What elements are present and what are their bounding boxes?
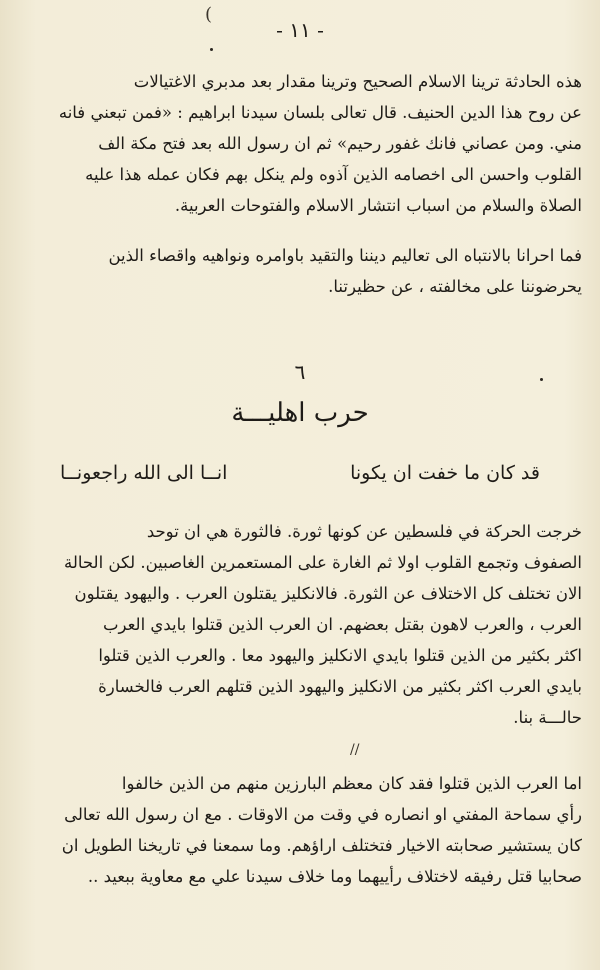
text-line: العرب ، والعرب لاهون بقتل بعضهم. ان العرب الذين قتلوا بايدي العرب [102,615,582,634]
closing-paragraph [22,240,582,302]
text-line: القلوب واحسن الى اخصامه الذين آذوه ولم ينكل بهم فكان عمله هذا عليه [85,165,582,184]
body-paragraph-1 [22,516,582,733]
text-line: الصلاة والسلام من اسباب انتشار الاسلام والفتوحات العربية. [174,196,582,215]
intro-paragraph [22,66,582,221]
page-number: - ١١ - [276,18,324,42]
section-title: حرب اهليـــة [231,398,369,428]
text-line: يحرضوننا على مخالفته ، عن حظيرتنا. [328,277,582,296]
text-line: اكثر بكثير من الذين قتلوا بايدي الانكليز واليهود معا . والعرب الذين قتلوا [98,646,582,665]
text-line: رأي سماحة المفتي او انصاره في وقت من الاوقات . مع ان رسول الله تعالى [64,805,582,824]
ink-dot [210,48,213,51]
text-line: اما العرب الذين قتلوا فقد كان معظم البارزين منهم من الذين خالفوا [121,774,582,793]
text-line: خرجت الحركة في فلسطين عن كونها ثورة. فالثورة هي ان توحد [146,522,582,541]
text-line: فما احرانا بالانتباه الى تعاليم ديننا والتقيد باوامره ونواهيه واقصاء الذين [108,246,582,265]
text-line: صحابيا قتل رفيقه لاختلاف رأييهما وما خلاف سيدنا علي مع معاوية ببعيد .. [87,867,582,886]
ink-dot [540,378,543,381]
verse-quote [60,462,540,484]
text-line: كان يستشير صحابته الاخيار فتختلف اراؤهم. وما سمعنا في تاريخنا الطويل ان [61,836,582,855]
margin-mark: // [350,742,360,758]
text-line: هذه الحادثة ترينا الاسلام الصحيح وترينا مقدار بعد مدبري الاغتيالات [133,72,582,91]
verse-hemistich-first: قد كان ما خفت ان يكونا [350,462,540,484]
text-line: مني. ومن عصاني فانك غفور رحيم» ثم ان رسول الله بعد فتح مكة الف [98,134,582,153]
top-margin-mark: ( [205,4,213,25]
text-line: حالـــة بنا. [513,708,582,727]
body-paragraph-2 [22,768,582,892]
text-line: الان تختلف كل الاختلاف عن الثورة. فالانكليز يقتلون العرب . واليهود يقتلون [74,584,582,603]
verse-hemistich-second: انــا الى الله راجعونــا [60,462,228,484]
text-line: بايدي العرب اكثر بكثير من الانكليز واليهود الذين قتلهم العرب فالخسارة [98,677,582,696]
text-line: عن روح هذا الدين الحنيف. قال تعالى بلسان سيدنا ابراهيم : «فمن تبعني فانه [58,103,582,122]
text-line: الصفوف وتجمع القلوب اولا ثم الغارة على المستعمرين الغاصبين. لكن الحالة [63,553,582,572]
section-number: ٦ [294,360,306,384]
